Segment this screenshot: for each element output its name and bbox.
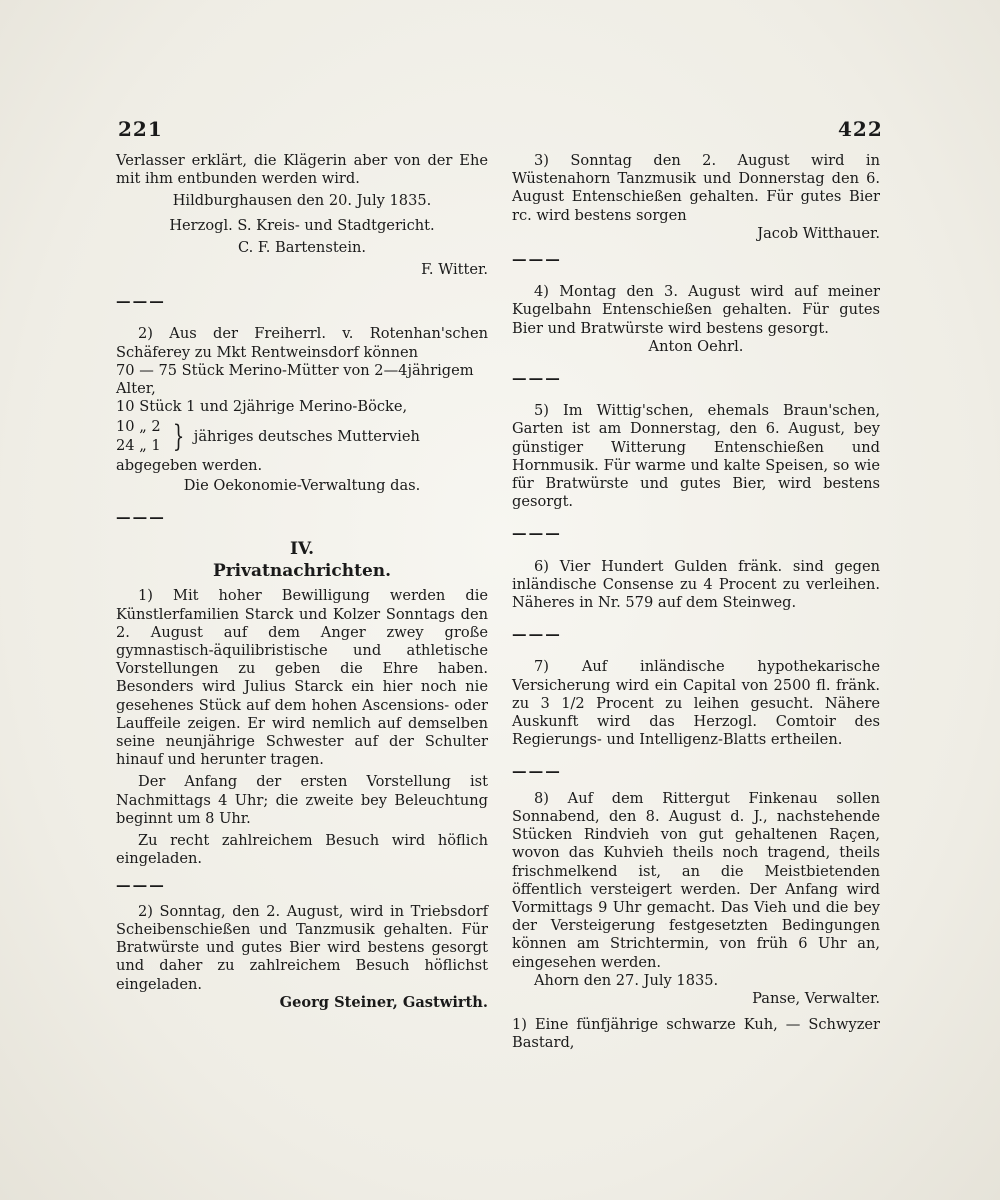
separator-2: ——— bbox=[116, 509, 166, 527]
place-date: Hildburghausen den 20. July 1835. bbox=[172, 192, 432, 210]
notice-8-text: 8) Auf dem Rittergut Finkenau sollen Sonnabend, den 8. August d. J., nachstehende Stücken Rindvieh von gut gehaltenen Raçen, wovon das Kuhvieh theils noch tragend, theils frischmelkend ist, an die Meistbietenden öffentlich versteigert werden. Der Anfang wird Vormittags 9 Uhr gemacht. Das Vieh und die bey der Versteigerung festgesetzten Bedingungen können am Strichtermin, von früh 6 Uhr an, eingesehen werden. bbox=[512, 789, 880, 971]
separator-8: ——— bbox=[512, 763, 562, 781]
signature-witthauer: Jacob Witthauer. bbox=[757, 224, 880, 242]
page-number-right: 422 bbox=[838, 117, 883, 141]
signature-panse: Panse, Verwalter. bbox=[752, 989, 880, 1007]
notice-5-text: 5) Im Wittig'schen, ehemals Braun'schen, Garten ist am Donnerstag, den 6. August, bey günstiger Witterung Entenschießen und Hornmusik. Für warme und kalte Speisen, so wie für Bratwürste und gutes Bier, wird bestens gesorgt. bbox=[512, 402, 880, 511]
brace-line-1: 10 „ 2 bbox=[116, 418, 161, 436]
notice-6-text: 6) Vier Hundert Gulden fränk. sind gegen inländische Consense zu 4 Procent zu verleihen. Näheres in Nr. 579 auf dem Steinweg. bbox=[512, 557, 880, 612]
left-column bbox=[116, 152, 488, 1012]
signature-steiner: Georg Steiner, Gastwirth. bbox=[279, 993, 488, 1011]
signature-bartenstein: C. F. Bartenstein. bbox=[237, 238, 367, 256]
separator-6: ——— bbox=[512, 525, 562, 543]
notice-2-text: 2) Sonntag, den 2. August, wird in Triebsdorf Scheibenschießen und Tanzmusik gehalten. Für Bratwürste und gutes Bier wird bestens gesorgt und daher zu zahlreichem Besuch höflichst eingeladen. bbox=[116, 902, 488, 993]
court-name: Herzogl. S. Kreis- und Stadtgericht. bbox=[169, 216, 435, 234]
section-number: IV. bbox=[289, 539, 315, 560]
paragraph-verlasser: Verlasser erklärt, die Klägerin aber von der Ehe mit ihm entbunden werden wird. bbox=[116, 152, 488, 188]
curly-brace-icon: } bbox=[172, 418, 184, 454]
sheep-list-item-3 bbox=[116, 418, 488, 454]
notice-1-invitation: Zu recht zahlreichem Besuch wird höflich eingeladen. bbox=[116, 832, 488, 868]
separator-5: ——— bbox=[512, 370, 562, 388]
sheep-list-item-1: 70 — 75 Stück Merino-Mütter von 2—4jährigem Alter, bbox=[116, 361, 474, 398]
separator-1: ——— bbox=[116, 293, 166, 311]
brace-text: jähriges deutsches Muttervieh bbox=[193, 428, 420, 446]
brace-line-2: 24 „ 1 bbox=[116, 436, 161, 454]
section-title: Privatnachrichten. bbox=[212, 561, 392, 582]
page-number-left: 221 bbox=[118, 117, 163, 141]
signature-witter: F. Witter. bbox=[421, 261, 488, 279]
sheep-list-end: abgegeben werden. bbox=[116, 456, 263, 474]
sheep-list bbox=[116, 362, 488, 475]
notice-7-text: 7) Auf inländische hypothekarische Versicherung wird ein Capital von 2500 fl. fränk. zu 3 1/2 Procent zu leihen gesucht. Nähere Auskunft wird das Herzogl. Comtoir des Regierungs- und Intelligenz-Blatts ertheilen. bbox=[512, 658, 880, 749]
signature-oekonomie: Die Oekonomie-Verwaltung das. bbox=[183, 477, 421, 495]
notice-1-start-time: Der Anfang der ersten Vorstellung ist Nachmittags 4 Uhr; die zweite bey Beleuchtung beginnt um 8 Uhr. bbox=[116, 773, 488, 827]
notice-3-text: 3) Sonntag den 2. August wird in Wüstenahorn Tanzmusik und Donnerstag den 6. August Entenschießen gehalten. Für gutes Bier rc. wird bestens sorgen bbox=[512, 152, 880, 224]
separator-4: ——— bbox=[512, 251, 562, 269]
item-2-intro: 2) Aus der Freiherrl. v. Rotenhan'schen Schäferey zu Mkt Rentweinsdorf können bbox=[116, 325, 488, 361]
separator-7: ——— bbox=[512, 626, 562, 644]
separator-3: ——— bbox=[116, 876, 166, 894]
notice-4-text: 4) Montag den 3. August wird auf meiner Kugelbahn Entenschießen gehalten. Für gutes Bier und Bratwürste wird bestens gesorgt. bbox=[512, 283, 880, 337]
notice-8-date: Ahorn den 27. July 1835. bbox=[534, 971, 719, 989]
right-column bbox=[512, 152, 880, 1053]
auction-list-item-1: 1) Eine fünfjährige schwarze Kuh, — Schwyzer Bastard, bbox=[512, 1016, 880, 1052]
signature-oehrl: Anton Oehrl. bbox=[648, 337, 744, 355]
sheep-list-item-2: 10 Stück 1 und 2jährige Merino-Böcke, bbox=[116, 398, 408, 416]
notice-1-text: 1) Mit hoher Bewilligung werden die Künstlerfamilien Starck und Kolzer Sonntags den 2. August auf dem Anger zwey große gymnastisch-äquilibristische und athletische Vorstellungen zu geben die Ehre haben. Besonders wird Julius Starck ein hier noch nie gesehenes Stück auf dem hohen Ascensions- oder Lauffeile zeigen. Er wird nemlich auf demselben seine neunjährige Schwester auf der Schulter hinauf und herunter tragen. bbox=[116, 587, 488, 769]
